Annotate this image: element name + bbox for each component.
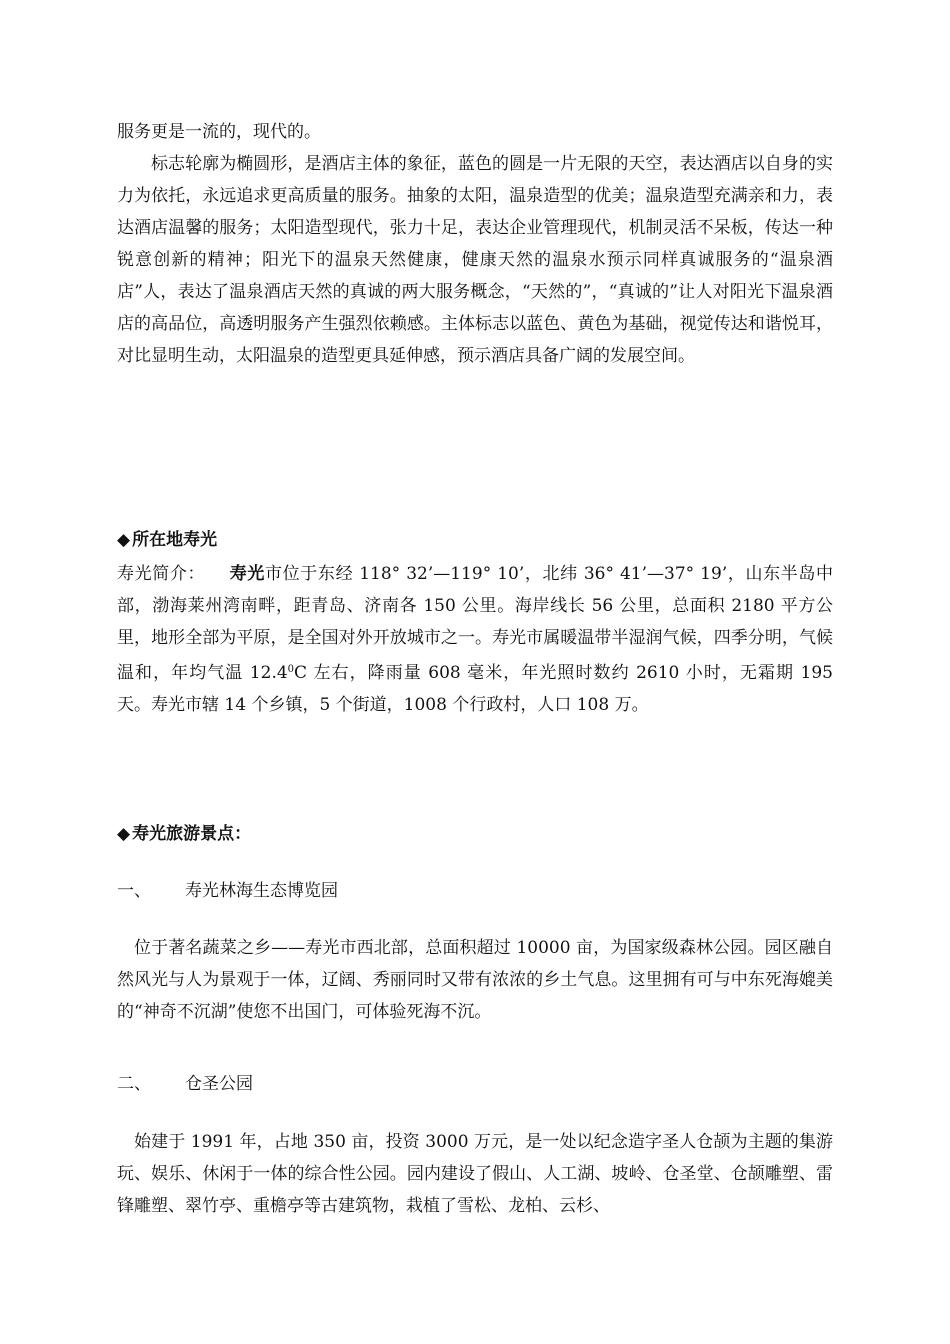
item-number: 二、 (117, 1074, 151, 1094)
section-title: 寿光旅游景点： (132, 824, 252, 844)
attraction-description-2: 始建于 1991 年，占地 350 亩，投资 3000 万元，是一处以纪念造字圣人仓颉为主题的集游玩、娱乐、休闲于一体的综合性公园。园内建设了假山、人工湖、坡岭、仓圣堂、仓颉雕塑、雷锋雕塑、翠竹亭、重檐亭等古建筑物，栽植了雪松、龙柏、云杉、 (117, 1132, 833, 1216)
attraction-title-2 (117, 1068, 253, 1100)
diamond-bullet-icon: ◆ (117, 824, 131, 844)
intro-label: 寿光简介： (117, 564, 206, 584)
intro-text-a: 市位于东经 118° 32’—119° 10’，北纬 36° 41’—37° 19’，山东半岛中部，渤海莱州湾南畔，距青岛、济南各 150 公里。海岸线长 56 公里，总面积 2180 平方公里，地形全部为平原，是全国对外开放城市之一。寿光市属暖温带半湿润气候，四季分明，气候温和，年均气温 12.4 (117, 564, 833, 683)
item-number: 一、 (117, 881, 151, 901)
paragraph-logo-description: 标志轮廓为椭圆形，是酒店主体的象征，蓝色的圆是一片无限的天空，表达酒店以自身的实力为依托，永远追求更高质量的服务。抽象的太阳，温泉造型的优美；温泉造型充满亲和力，表达酒店温馨的服务；太阳造型现代，张力十足，表达企业管理现代，机制灵活不呆板，传达一种锐意创新的精神；阳光下的温泉天然健康，健康天然的温泉水预示同样真诚服务的“温泉酒店”人，表达了温泉酒店天然的真诚的两大服务概念，“天然的”，“真诚的”让人对阳光下温泉酒店的高品位，高透明服务产生强烈依赖感。主体标志以蓝色、黄色为基础，视觉传达和谐悦耳，对比显明生动，太阳温泉的造型更具延伸感，预示酒店具备广阔的发展空间。 (117, 154, 833, 366)
attraction-title-1 (117, 875, 338, 907)
section-heading-attractions (117, 818, 251, 850)
paragraph-city-intro (117, 558, 833, 721)
item-title: 寿光林海生态博览园 (185, 881, 338, 901)
paragraph-continuation: 服务更是一流的，现代的。 (117, 122, 321, 142)
item-title: 仓圣公园 (185, 1074, 253, 1094)
diamond-bullet-icon: ◆ (117, 530, 131, 550)
attraction-description-1: 位于著名蔬菜之乡——寿光市西北部，总面积超过 10000 亩，为国家级森林公园。园区融自然风光与人为景观于一体，辽阔、秀丽同时又带有浓浓的乡土气息。这里拥有可与中东死海媲美的“神奇不沉湖”使您不出国门，可体验死海不沉。 (117, 938, 833, 1022)
section-title: 所在地寿光 (132, 530, 218, 550)
intro-city-name: 寿光 (229, 564, 266, 584)
degree-superscript: 0 (287, 664, 295, 675)
intro-text-b: C 左右，降雨量 608 毫米，年光照时数约 2610 小时，无霜期 195 天。寿光市辖 14 个乡镇，5 个街道，1008 个行政村，人口 108 万。 (117, 663, 833, 715)
section-heading-location (117, 524, 217, 556)
